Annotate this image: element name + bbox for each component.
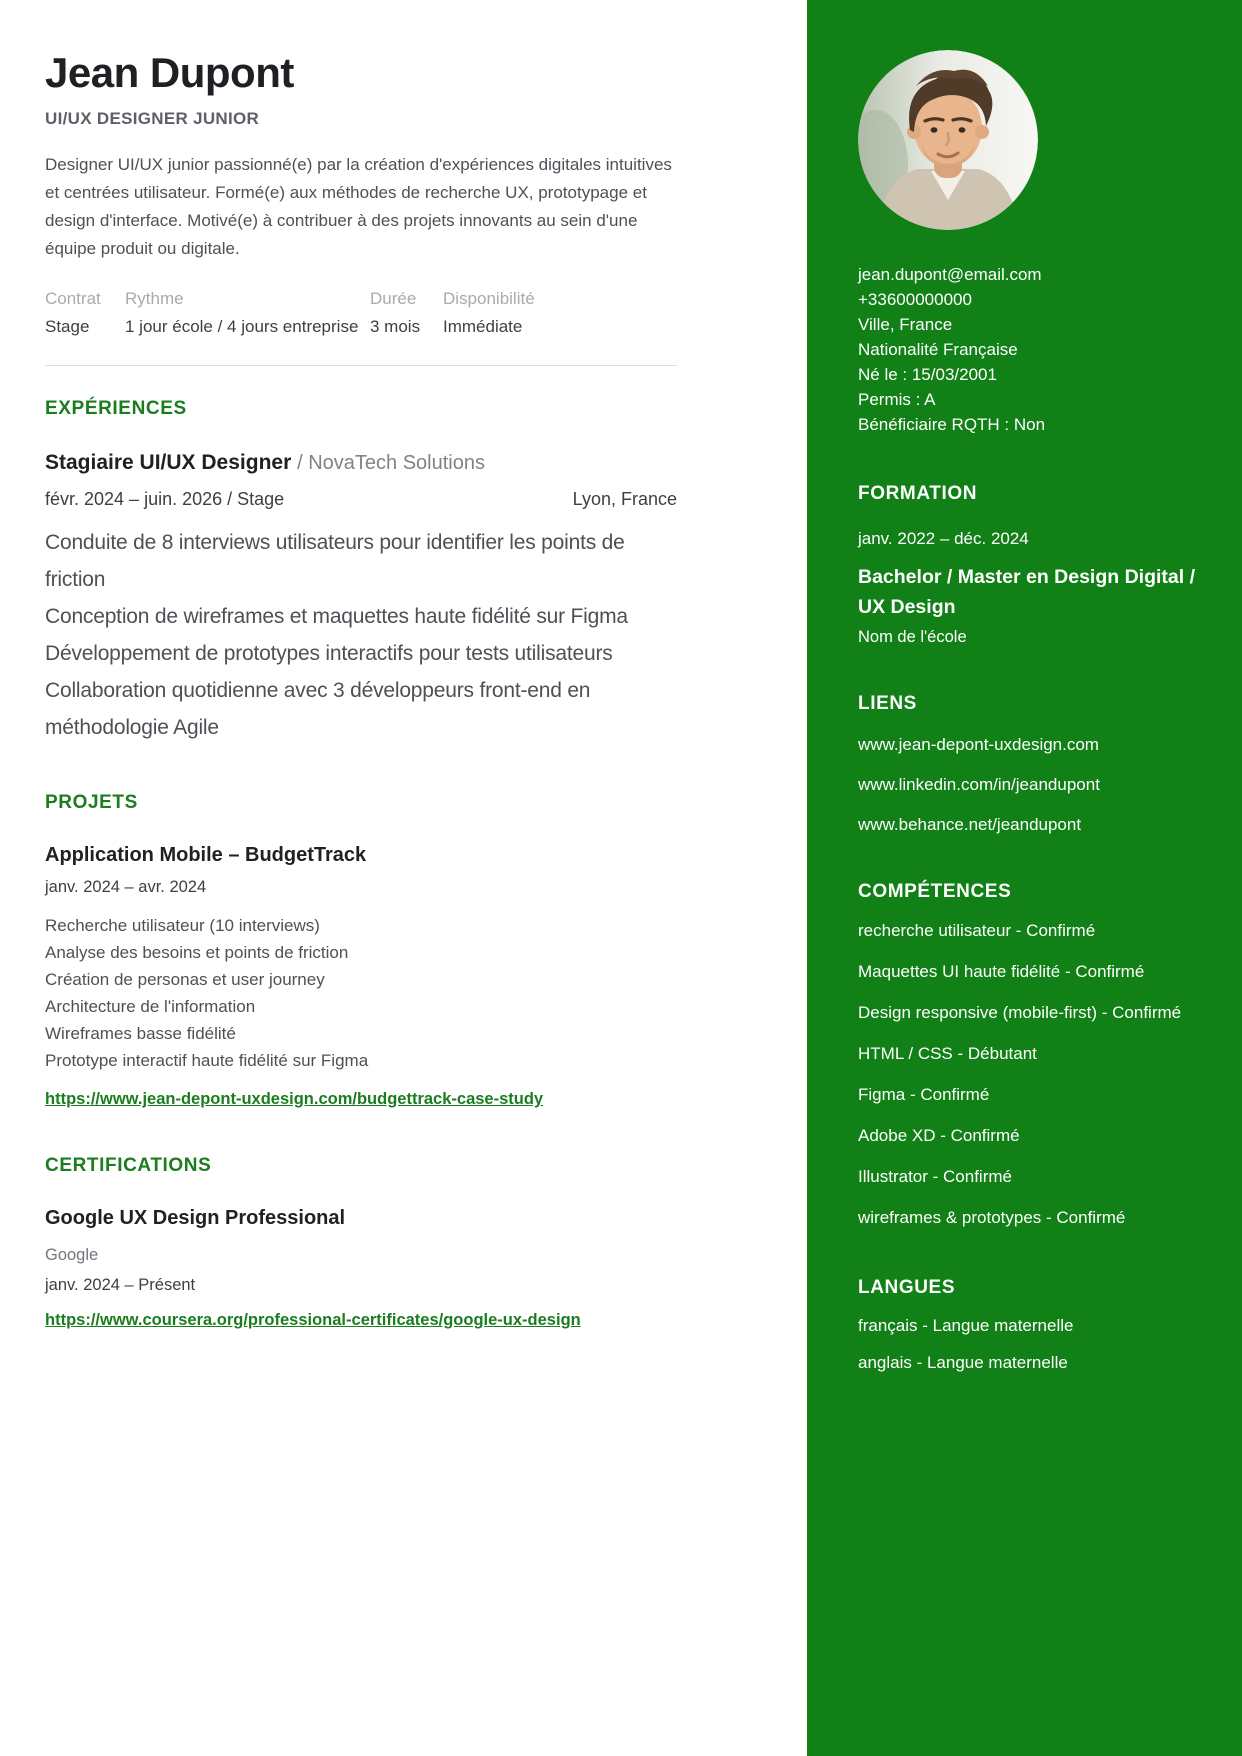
profile-photo [858, 50, 1038, 230]
link-behance[interactable]: www.behance.net/jeandupont [858, 815, 1082, 834]
contact-license: Permis : A [858, 390, 936, 409]
contact-block [858, 262, 1204, 437]
sidebar-heading-liens: LIENS [858, 693, 917, 714]
experience-title-row [45, 450, 677, 476]
meta-value-disponibilite: Immédiate [443, 317, 523, 336]
meta-duree [370, 289, 443, 337]
skill-item: Figma - Confirmé [858, 1085, 990, 1104]
meta-label-rythme: Rythme [125, 289, 184, 308]
formation-degree: Bachelor / Master en Design Digital / UX Design [858, 566, 1196, 618]
project-line: Création de personas et user journey [45, 970, 325, 989]
skill-item: Design responsive (mobile-first) - Confirmé [858, 1003, 1182, 1022]
formation-school: Nom de l'école [858, 628, 967, 646]
experience-location: Lyon, France [572, 489, 677, 509]
meta-value-duree: 3 mois [370, 317, 421, 336]
certification-title: Google UX Design Professional [45, 1207, 346, 1229]
certification-dates: janv. 2024 – Présent [45, 1276, 196, 1294]
sidebar-heading-formation: FORMATION [858, 483, 978, 504]
experience-dates: févr. 2024 – juin. 2026 / Stage [45, 489, 285, 509]
skill-item: recherche utilisateur - Confirmé [858, 921, 1096, 940]
skills-block [858, 917, 1204, 1231]
contact-rqth: Bénéficiaire RQTH : Non [858, 415, 1046, 434]
project-item [45, 844, 677, 1109]
contact-email: jean.dupont@email.com [858, 265, 1042, 284]
project-title: Application Mobile – BudgetTrack [45, 844, 367, 866]
contact-nationality: Nationalité Française [858, 340, 1018, 359]
project-line: Wireframes basse fidélité [45, 1024, 236, 1043]
links-block [858, 735, 1204, 835]
experience-company: / NovaTech Solutions [297, 452, 485, 474]
certification-issuer: Google [45, 1246, 99, 1264]
meta-rythme [125, 289, 370, 337]
experience-line: Conduite de 8 interviews utilisateurs pour identifier les points de friction [45, 531, 625, 591]
experience-line: Conception de wireframes et maquettes haute fidélité sur Figma [45, 605, 628, 628]
project-dates: janv. 2024 – avr. 2024 [45, 878, 207, 896]
experience-item [45, 450, 677, 746]
meta-value-rythme: 1 jour école / 4 jours entreprise [125, 317, 359, 336]
profile-summary: Designer UI/UX junior passionné(e) par la création d'expériences digitales intuitives et centrées utilisateur. Formé(e) aux méthodes de recherche UX, prototypage et design d'interface. Motivé(e) à contribuer à des projets innovants au sein d'une équipe produit ou digitale. [45, 155, 672, 258]
link-linkedin[interactable]: www.linkedin.com/in/jeandupont [858, 775, 1100, 794]
section-heading-projets: PROJETS [45, 792, 138, 813]
experience-description [45, 524, 677, 746]
languages-block [858, 1316, 1204, 1373]
skill-item: Maquettes UI haute fidélité - Confirmé [858, 962, 1145, 981]
skill-item: wireframes & prototypes - Confirmé [858, 1208, 1126, 1227]
contact-birthdate: Né le : 15/03/2001 [858, 365, 997, 384]
skill-item: Adobe XD - Confirmé [858, 1126, 1020, 1145]
main-column [45, 0, 677, 1330]
experience-line: Collaboration quotidienne avec 3 développeurs front-end en méthodologie Agile [45, 679, 591, 739]
experience-date-row [45, 489, 677, 510]
formation-dates: janv. 2022 – déc. 2024 [858, 529, 1029, 548]
meta-contrat [45, 289, 125, 337]
divider [45, 365, 677, 366]
contract-meta-row [45, 289, 677, 337]
experience-title: Stagiaire UI/UX Designer [45, 451, 292, 474]
contact-phone: +33600000000 [858, 290, 972, 309]
meta-label-contrat: Contrat [45, 289, 101, 308]
meta-value-contrat: Stage [45, 317, 90, 336]
sidebar-heading-competences: COMPÉTENCES [858, 881, 1012, 902]
certification-item [45, 1207, 677, 1330]
project-line: Architecture de l'information [45, 997, 256, 1016]
language-item: français - Langue maternelle [858, 1316, 1074, 1335]
contact-city: Ville, France [858, 315, 953, 334]
project-description [45, 912, 677, 1074]
project-line: Recherche utilisateur (10 interviews) [45, 916, 320, 935]
sidebar [807, 0, 1242, 1756]
project-case-study-link[interactable]: https://www.jean-depont-uxdesign.com/budgettrack-case-study [45, 1090, 544, 1108]
meta-label-disponibilite: Disponibilité [443, 289, 535, 308]
profile-photo-illustration [858, 50, 1038, 230]
experience-line: Développement de prototypes interactifs pour tests utilisateurs [45, 642, 613, 665]
skill-item: HTML / CSS - Débutant [858, 1044, 1037, 1063]
project-line: Analyse des besoins et points de friction [45, 943, 349, 962]
skill-item: Illustrator - Confirmé [858, 1167, 1012, 1186]
project-line: Prototype interactif haute fidélité sur Figma [45, 1051, 369, 1070]
language-item: anglais - Langue maternelle [858, 1353, 1068, 1372]
certification-link[interactable]: https://www.coursera.org/professional-certificates/google-ux-design [45, 1311, 581, 1329]
meta-disponibilite [443, 289, 535, 337]
sidebar-heading-langues: LANGUES [858, 1277, 956, 1298]
person-name: Jean Dupont [45, 49, 294, 96]
section-heading-experiences: EXPÉRIENCES [45, 398, 187, 419]
person-job-title: UI/UX DESIGNER JUNIOR [45, 109, 260, 128]
link-website[interactable]: www.jean-depont-uxdesign.com [858, 735, 1099, 754]
meta-label-duree: Durée [370, 289, 417, 308]
section-heading-certifications: CERTIFICATIONS [45, 1155, 212, 1176]
